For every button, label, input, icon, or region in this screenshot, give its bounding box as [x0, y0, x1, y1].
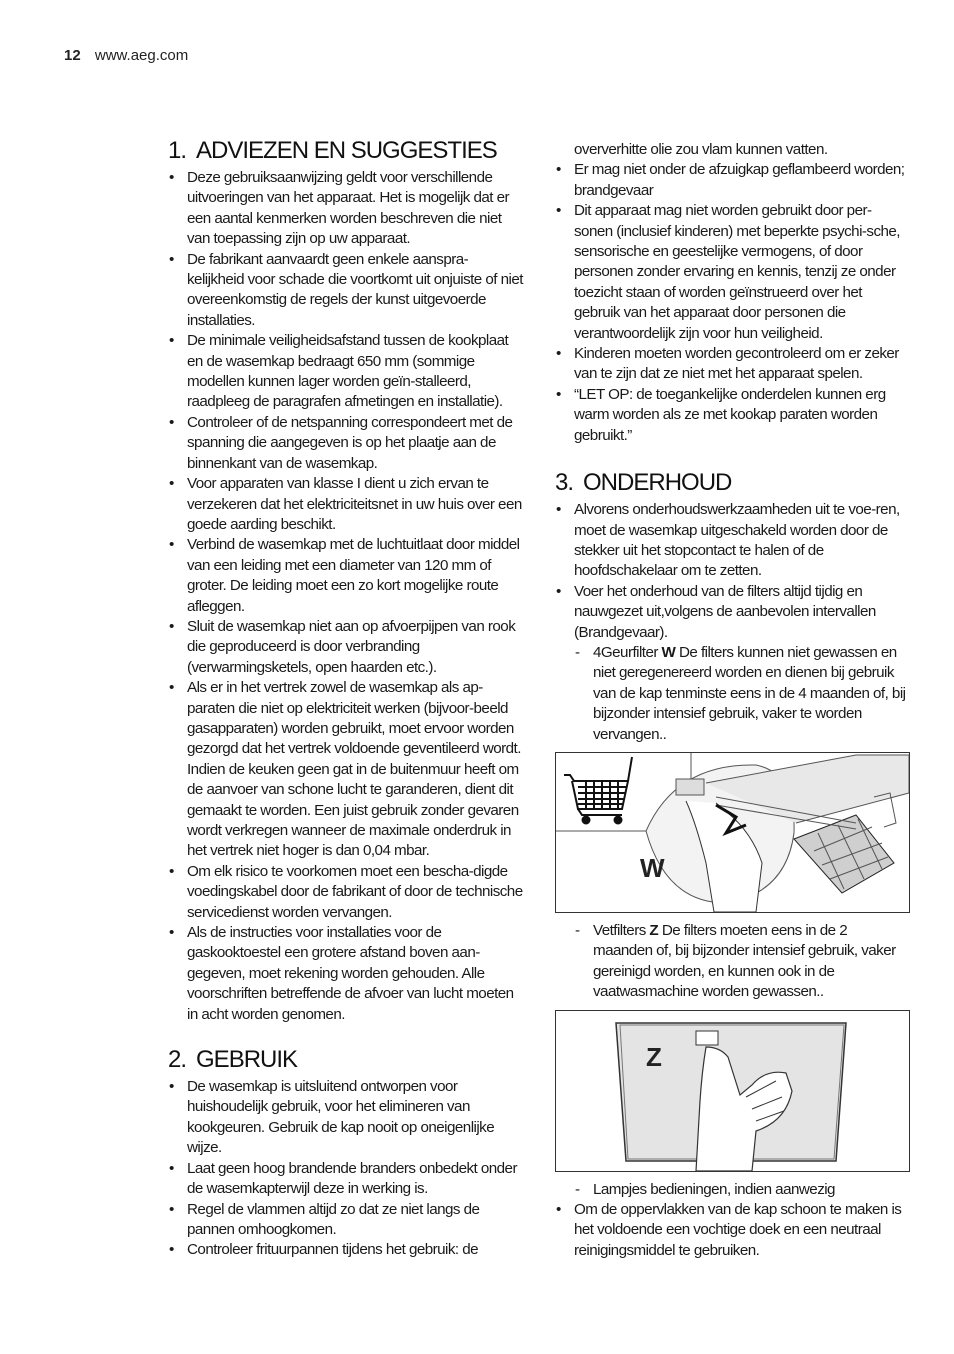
section-2-heading: 2. GEBRUIK — [168, 1046, 298, 1074]
list-item: • Dit apparaat mag niet worden gebruikt door per-sonen (inclusief kinderen) met beperkte psychi-sche, sensorische en geestelijke vermogens, of door personen zonder ervaring en kennis, tenzij ze onder toezicht staan of worden geïnstrueerd over het gebruik van het apparaat door personen die verantwoordelijk zijn voor hun veiligheid. — [555, 201, 910, 344]
list-item: • “LET OP: de toegankelijke onderdelen kunnen erg warm worden als ze met kookap paraten worden gebruikt.” — [555, 385, 910, 446]
continued-text: oververhitte olie zou vlam kunnen vatten. — [574, 141, 828, 158]
list-item: • Controleer of de netspanning correspondeert met de spanning die aangegeven is op het plaatje aan de binnenkant van de wasemkap. — [168, 413, 524, 474]
list-subitem-grease-filter: - Vetfilters Z De filters moeten eens in de 2 maanden of, bij bijzonder intensief gebruik, vaker gereinigd worden, en kunnen ook in de vaatwasmachine worden gewassen.. — [555, 921, 910, 1003]
list-item: • Alvorens onderhoudswerkzaamheden uit te voe-ren, moet de wasemkap uitgeschakeld worden door de stekker uit het stopcontact te halen of de hoofdschakelaar om te zetten. — [555, 500, 910, 582]
section-2-list — [168, 1077, 524, 1261]
list-item: • Sluit de wasemkap niet aan op afvoerpijpen van rook die geproduceerd is door verbranding (verwarmingsketels, open haarden etc.). — [168, 617, 524, 678]
figure-label-w: W — [640, 852, 665, 883]
odour-filter-illustration — [556, 753, 909, 912]
list-item: • Laat geen hoog brandende branders onbedekt onder de wasemkapterwijl deze in werking is. — [168, 1159, 524, 1200]
left-column — [168, 138, 524, 1261]
figure-odour-filter — [555, 752, 910, 913]
grease-filter-illustration — [556, 1011, 909, 1171]
section-3-list — [555, 500, 910, 745]
section-3-list-2 — [555, 921, 910, 1003]
page-number: 12 — [64, 47, 81, 64]
list-item: • Om de oppervlakken van de kap schoon te maken is het voldoende een vochtige doek en een neutraal reinigingsmiddel te gebruiken. — [555, 1200, 910, 1261]
list-item: • De fabrikant aanvaardt geen enkele aanspra-kelijkheid voor schade die voortkomt uit onjuiste of niet overeenkomstig de regels der kunst uitgevoerde installaties. — [168, 250, 524, 332]
figure-label-z: Z — [646, 1041, 662, 1072]
right-column — [555, 140, 910, 1261]
list-item: • Controleer frituurpannen tijdens het gebruik: de — [168, 1240, 524, 1260]
figure-grease-filter — [555, 1010, 910, 1172]
list-item: • De minimale veiligheidsafstand tussen de kookplaat en de wasemkap bedraagt 650 mm (sommige modellen kunnen lager worden geïn-stalleerd, raadpleeg de paragrafen afmetingen en installatie). — [168, 331, 524, 413]
list-item: • Voer het onderhoud van de filters altijd tijdig en nauwgezet uit,volgens de aanbevolen intervallen (Brandgevaar). — [555, 582, 910, 643]
list-item: • Als er in het vertrek zowel de wasemkap als ap-paraten die niet op elektriciteit werken (bijvoor-beeld gasapparaten) worden gebruikt, moet ervoor worden gezorgd dat het vertrek voldoende geventileerd wordt. Indien de keuken geen gat in de buitenmuur heeft om de aanvoer van schone lucht te garanderen, dient dit gemaakt te worden. Een juist gebruik zonder gevaren wordt verkregen wanneer de maximale onderdruk in het vertrek niet hoger is dan 0,04 mbar. — [168, 678, 524, 862]
section-3-heading: 3. ONDERHOUD — [555, 469, 732, 497]
site-url: www.aeg.com — [94, 47, 189, 64]
list-item: • Voor apparaten van klasse I dient u zich ervan te verzekeren dat het elektriciteitsnet in uw huis over een goede aarding beschikt. — [168, 474, 524, 535]
list-item: • Om elk risico te voorkomen moet een bescha-digde voedingskabel door de fabrikant of door de technische servicedienst worden vervangen. — [168, 862, 524, 923]
list-item: • Deze gebruiksaanwijzing geldt voor verschillende uitvoeringen van het apparaat. Het is mogelijk dat er een aantal kenmerken worden beschreven die niet van toepassing zijn op uw apparaat. — [168, 168, 524, 250]
list-item: • Verbind de wasemkap met de luchtuitlaat door middel van een leiding met een diameter van 120 mm of groter. De leiding moet een zo kort mogelijke route afleggen. — [168, 535, 524, 617]
list-item: • Regel de vlammen altijd zo dat ze niet langs de pannen omhoogkomen. — [168, 1200, 524, 1241]
list-subitem-odour-filter: - 4Geurfilter W De filters kunnen niet gewassen en niet geregenereerd worden en dienen bij gebruik van de kap tenminste eens in de 4 maanden of, bij bijzonder intensief gebruik, vaker te worden vervangen.. — [555, 643, 910, 745]
page-header — [64, 47, 188, 64]
section-2-list-continued — [555, 160, 910, 446]
list-item: • Als de instructies voor installaties voor de gaskooktoestel een grotere afstand boven aan-gegeven, moet rekening worden gehouden. Alle voorschriften betreffende de afvoer van lucht moeten in acht worden genomen. — [168, 923, 524, 1025]
list-item: • De wasemkap is uitsluitend ontworpen voor huishoudelijk gebruik, voor het elimineren van kookgeuren. Gebruik de kap nooit op oneigenlijke wijze. — [168, 1077, 524, 1159]
section-1-heading: 1. ADVIEZEN EN SUGGESTIES — [168, 137, 497, 164]
list-item: • Kinderen moeten worden gecontroleerd om er zeker van te zijn dat ze niet met het apparaat spelen. — [555, 344, 910, 385]
section-3-list-3 — [555, 1180, 910, 1262]
list-item: • Er mag niet onder de afzuigkap geflambeerd worden; brandgevaar — [555, 160, 910, 201]
section-1-list — [168, 168, 524, 1025]
list-subitem-lamps: - Lampjes bedieningen, indien aanwezig — [555, 1180, 910, 1200]
